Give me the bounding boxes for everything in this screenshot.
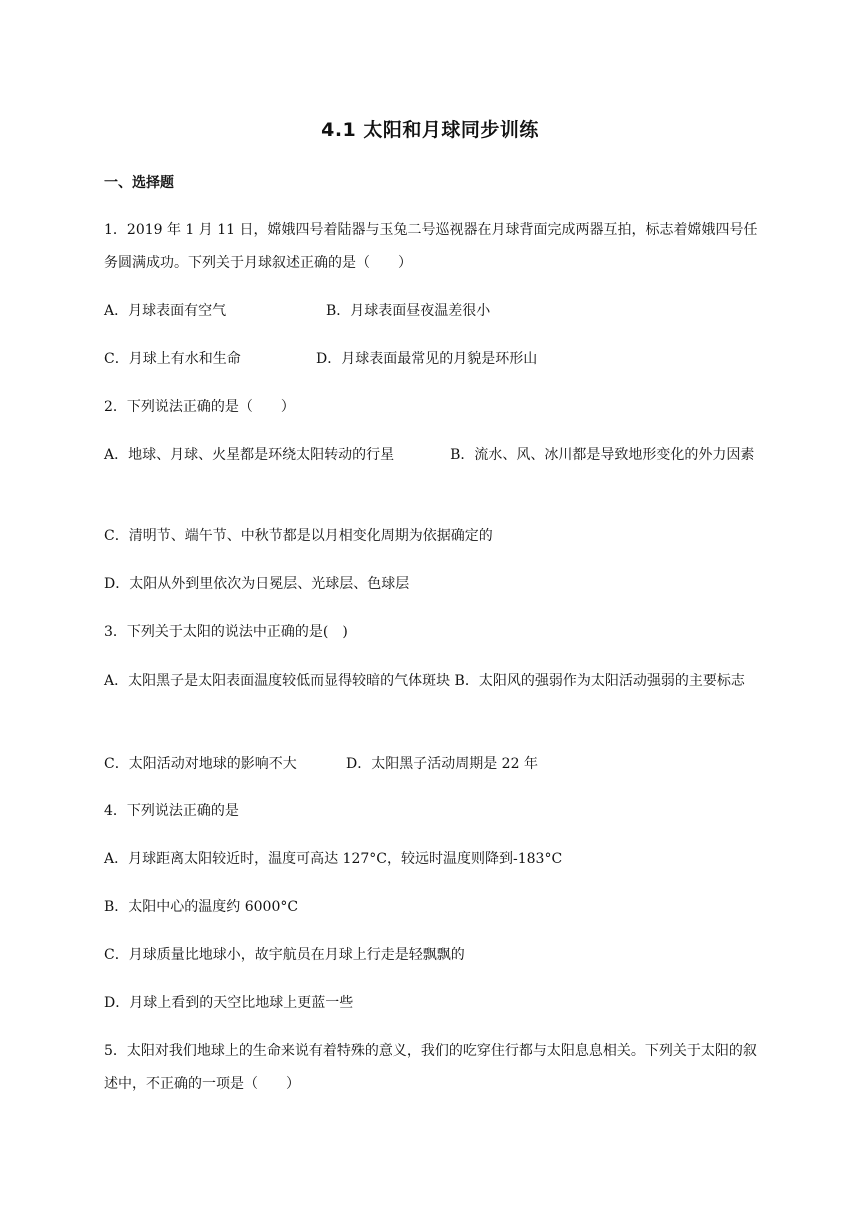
question-3-stem: 3．下列关于太阳的说法中正确的是( ) (104, 624, 348, 640)
question-2-option-a-b: A．地球、月球、火星都是环绕太阳转动的行星 B．流水、风、冰川都是导致地形变化的外力因素 (104, 447, 755, 463)
question-4-stem: 4．下列说法正确的是 (104, 803, 239, 819)
question-4-option-a: A．月球距离太阳较近时，温度可高达 127°C，较远时温度则降到-183°C (104, 851, 563, 867)
question-4-option-d: D．月球上看到的天空比地球上更蓝一些 (104, 995, 354, 1011)
question-2-option-d: D．太阳从外到里依次为日冕层、光球层、色球层 (104, 576, 410, 592)
question-4-option-c: C．月球质量比地球小，故宇航员在月球上行走是轻飘飘的 (104, 947, 465, 963)
question-5-stem: 5．太阳对我们地球上的生命来说有着特殊的意义，我们的吃穿住行都与太阳息息相关。下列关于太阳的叙述中，不正确的一项是（ ） (104, 1043, 757, 1092)
question-4-option-b: B．太阳中心的温度约 6000°C (104, 899, 299, 915)
question-2-stem: 2．下列说法正确的是（ ） (104, 399, 295, 415)
question-2-option-c: C．清明节、端午节、中秋节都是以月相变化周期为依据确定的 (104, 528, 493, 544)
question-1-option-c: C．月球上有水和生命 (104, 351, 241, 367)
section-heading: 一、选择题 (104, 175, 174, 191)
question-3-option-d: D．太阳黑子活动周期是 22 年 (346, 756, 538, 772)
question-1-option-b: B．月球表面昼夜温差很小 (326, 303, 491, 319)
question-1-option-a: A．月球表面有空气 (104, 303, 227, 319)
question-3-option-a-b: A．太阳黑子是太阳表面温度较低而显得较暗的气体斑块 B．太阳风的强弱作为太阳活动强弱的主要标志 (104, 673, 745, 689)
question-1-option-d: D．月球表面最常见的月貌是环形山 (316, 351, 538, 367)
document-title: 4.1 太阳和月球同步训练 (321, 119, 539, 141)
question-3-option-c: C．太阳活动对地球的影响不大 (104, 756, 297, 772)
question-1-stem: 1．2019 年 1 月 11 日，嫦娥四号着陆器与玉兔二号巡视器在月球背面完成两器互拍，标志着嫦娥四号任务圆满成功。下列关于月球叙述正确的是（ ） (104, 222, 758, 271)
